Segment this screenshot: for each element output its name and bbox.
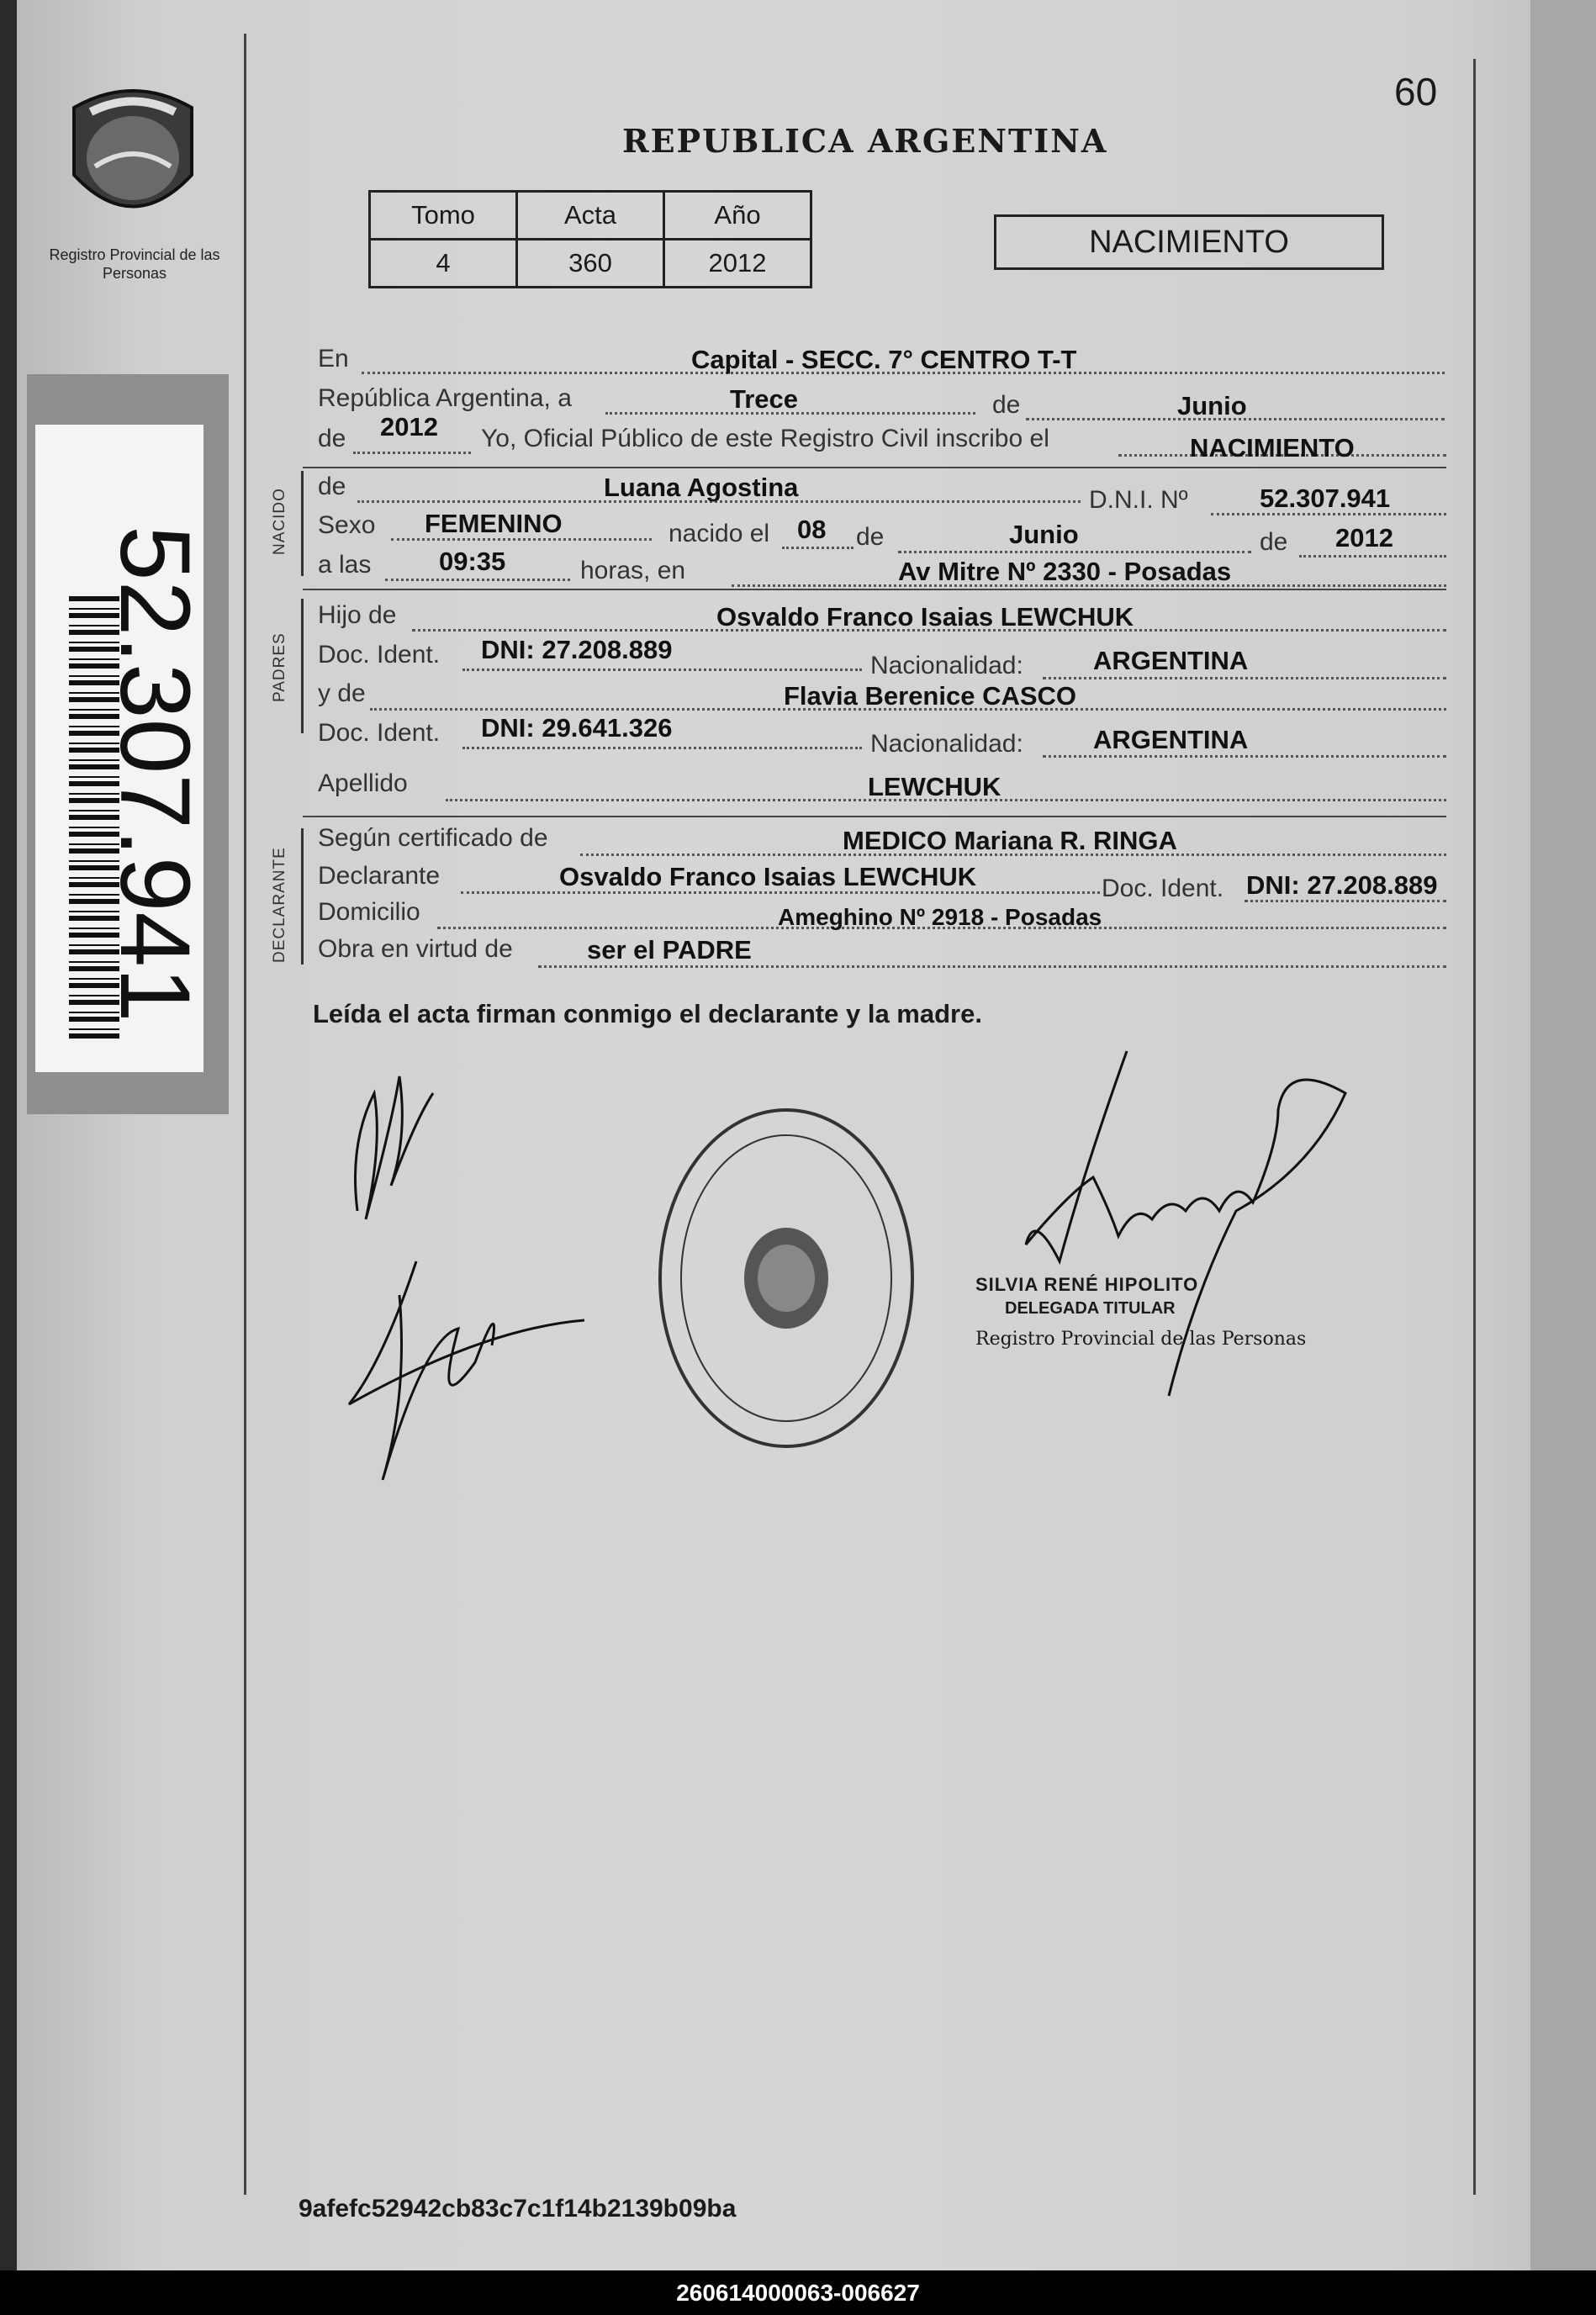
signature-official bbox=[917, 1043, 1371, 1404]
value-nac-mes: Junio bbox=[1009, 520, 1079, 549]
side-label-declarante: DECLARANTE bbox=[271, 847, 288, 963]
dotted-line bbox=[898, 551, 1251, 553]
label-apellido: Apellido bbox=[318, 769, 408, 797]
official-stamp bbox=[652, 1102, 929, 1455]
dotted-line bbox=[385, 579, 570, 581]
dotted-line bbox=[462, 747, 862, 749]
right-margin-rule bbox=[1473, 59, 1476, 2195]
document-title: REPUBLICA ARGENTINA bbox=[622, 122, 1108, 160]
label-de: de bbox=[992, 391, 1021, 419]
signer-org: Registro Provincial de las Personas bbox=[975, 1329, 1307, 1350]
dotted-line bbox=[1043, 677, 1446, 679]
signature-declarante bbox=[332, 1043, 618, 1564]
value-certificado: MEDICO Mariana R. RINGA bbox=[843, 826, 1177, 855]
value-padre-nac: ARGENTINA bbox=[1093, 646, 1249, 675]
value-inscribe: NACIMIENTO bbox=[1190, 433, 1355, 462]
document-hash: 9afefc52942cb83c7c1f14b2139b09ba bbox=[299, 2195, 737, 2223]
value-nac-anio: 2012 bbox=[1335, 523, 1393, 552]
ref-value-tomo: 4 bbox=[370, 240, 517, 288]
reference-table bbox=[368, 190, 812, 288]
ref-value-anio: 2012 bbox=[664, 240, 811, 288]
value-lugar-nac: Av Mitre Nº 2330 - Posadas bbox=[898, 557, 1232, 586]
value-nombre: Luana Agostina bbox=[604, 473, 799, 502]
value-hora: 09:35 bbox=[439, 547, 506, 576]
label-hijo-de: Hijo de bbox=[318, 601, 397, 629]
ref-header-tomo: Tomo bbox=[370, 192, 517, 240]
signer-role: DELEGADA TITULAR bbox=[1005, 1299, 1176, 1318]
dotted-line bbox=[353, 452, 471, 454]
book-binding bbox=[0, 0, 17, 2270]
bracket-padres bbox=[301, 599, 304, 733]
value-madre-nac: ARGENTINA bbox=[1093, 725, 1249, 754]
value-dni: 52.307.941 bbox=[1260, 484, 1391, 513]
value-lugar: Capital - SECC. 7° CENTRO T-T bbox=[691, 345, 1077, 374]
value-madre: Flavia Berenice CASCO bbox=[784, 681, 1077, 711]
ref-header-anio: Año bbox=[664, 192, 811, 240]
label-de2: de bbox=[318, 425, 346, 452]
value-anio: 2012 bbox=[380, 412, 438, 441]
value-dia: Trece bbox=[730, 384, 799, 414]
section-divider bbox=[303, 467, 1446, 468]
value-declarante-doc: DNI: 27.208.889 bbox=[1246, 870, 1438, 900]
label-domicilio: Domicilio bbox=[318, 898, 420, 926]
side-number-label bbox=[27, 374, 229, 1114]
dotted-line bbox=[1043, 755, 1446, 758]
closing-statement: Leída el acta firman conmigo el declarante y la madre. bbox=[313, 999, 982, 1028]
value-sexo: FEMENINO bbox=[425, 509, 563, 538]
footer-id: 260614000063-006627 bbox=[0, 2270, 1596, 2315]
value-apellido: LEWCHUK bbox=[868, 772, 1001, 801]
label-republica: República Argentina, a bbox=[318, 384, 572, 412]
ref-header-acta: Acta bbox=[517, 192, 664, 240]
left-margin-rule bbox=[244, 34, 246, 2195]
dotted-line bbox=[1299, 555, 1446, 558]
value-padre-doc: DNI: 27.208.889 bbox=[481, 635, 673, 664]
label-obra: Obra en virtud de bbox=[318, 935, 513, 963]
label-horas-en: horas, en bbox=[580, 557, 686, 584]
value-obra: ser el PADRE bbox=[587, 935, 752, 965]
label-de4: de bbox=[1260, 528, 1288, 556]
label-nacionalidad2: Nacionalidad: bbox=[870, 730, 1023, 758]
side-label-nacido: NACIDO bbox=[271, 488, 288, 555]
label-dni: D.N.I. Nº bbox=[1089, 486, 1188, 514]
label-y-de: y de bbox=[318, 679, 366, 707]
section-divider bbox=[303, 589, 1446, 590]
page-number: 60 bbox=[1394, 70, 1438, 114]
label-declarante: Declarante bbox=[318, 862, 441, 890]
label-sexo: Sexo bbox=[318, 511, 376, 539]
dotted-line bbox=[538, 965, 1446, 968]
label-doc-ident2: Doc. Ident. bbox=[318, 719, 441, 747]
side-number: 52.307.941 bbox=[99, 526, 210, 1023]
signer-name: SILVIA RENÉ HIPOLITO bbox=[975, 1274, 1199, 1295]
value-declarante: Osvaldo Franco Isaias LEWCHUK bbox=[559, 862, 977, 891]
value-padre: Osvaldo Franco Isaias LEWCHUK bbox=[716, 602, 1134, 632]
label-yo: Yo, Oficial Público de este Registro Civil inscribo el bbox=[481, 425, 1049, 452]
bracket-nacido bbox=[301, 471, 304, 576]
label-doc-ident: Doc. Ident. bbox=[318, 641, 441, 669]
label-a-las: a las bbox=[318, 551, 372, 579]
label-doc-ident3: Doc. Ident. bbox=[1102, 875, 1224, 902]
value-mes: Junio bbox=[1177, 391, 1247, 420]
side-label-padres: PADRES bbox=[271, 632, 288, 702]
label-de-nombre: de bbox=[318, 473, 346, 500]
section-divider bbox=[303, 816, 1446, 817]
act-type-box: NACIMIENTO bbox=[994, 214, 1384, 270]
label-en: En bbox=[318, 345, 349, 373]
next-page-edge bbox=[1530, 0, 1596, 2270]
value-nac-dia: 08 bbox=[797, 515, 827, 544]
label-nacionalidad: Nacionalidad: bbox=[870, 652, 1023, 679]
label-segun: Según certificado de bbox=[318, 824, 548, 852]
dotted-line bbox=[782, 547, 853, 549]
dotted-line bbox=[462, 669, 862, 671]
bracket-declarante bbox=[301, 828, 304, 965]
ref-value-acta: 360 bbox=[517, 240, 664, 288]
value-domicilio: Ameghino Nº 2918 - Posadas bbox=[778, 904, 1102, 930]
value-madre-doc: DNI: 29.641.326 bbox=[481, 713, 673, 743]
registry-logo-caption: Registro Provincial de las Personas bbox=[49, 246, 220, 282]
label-de3: de bbox=[856, 523, 885, 551]
label-nacido-el: nacido el bbox=[669, 520, 770, 547]
province-seal-logo bbox=[66, 82, 200, 242]
